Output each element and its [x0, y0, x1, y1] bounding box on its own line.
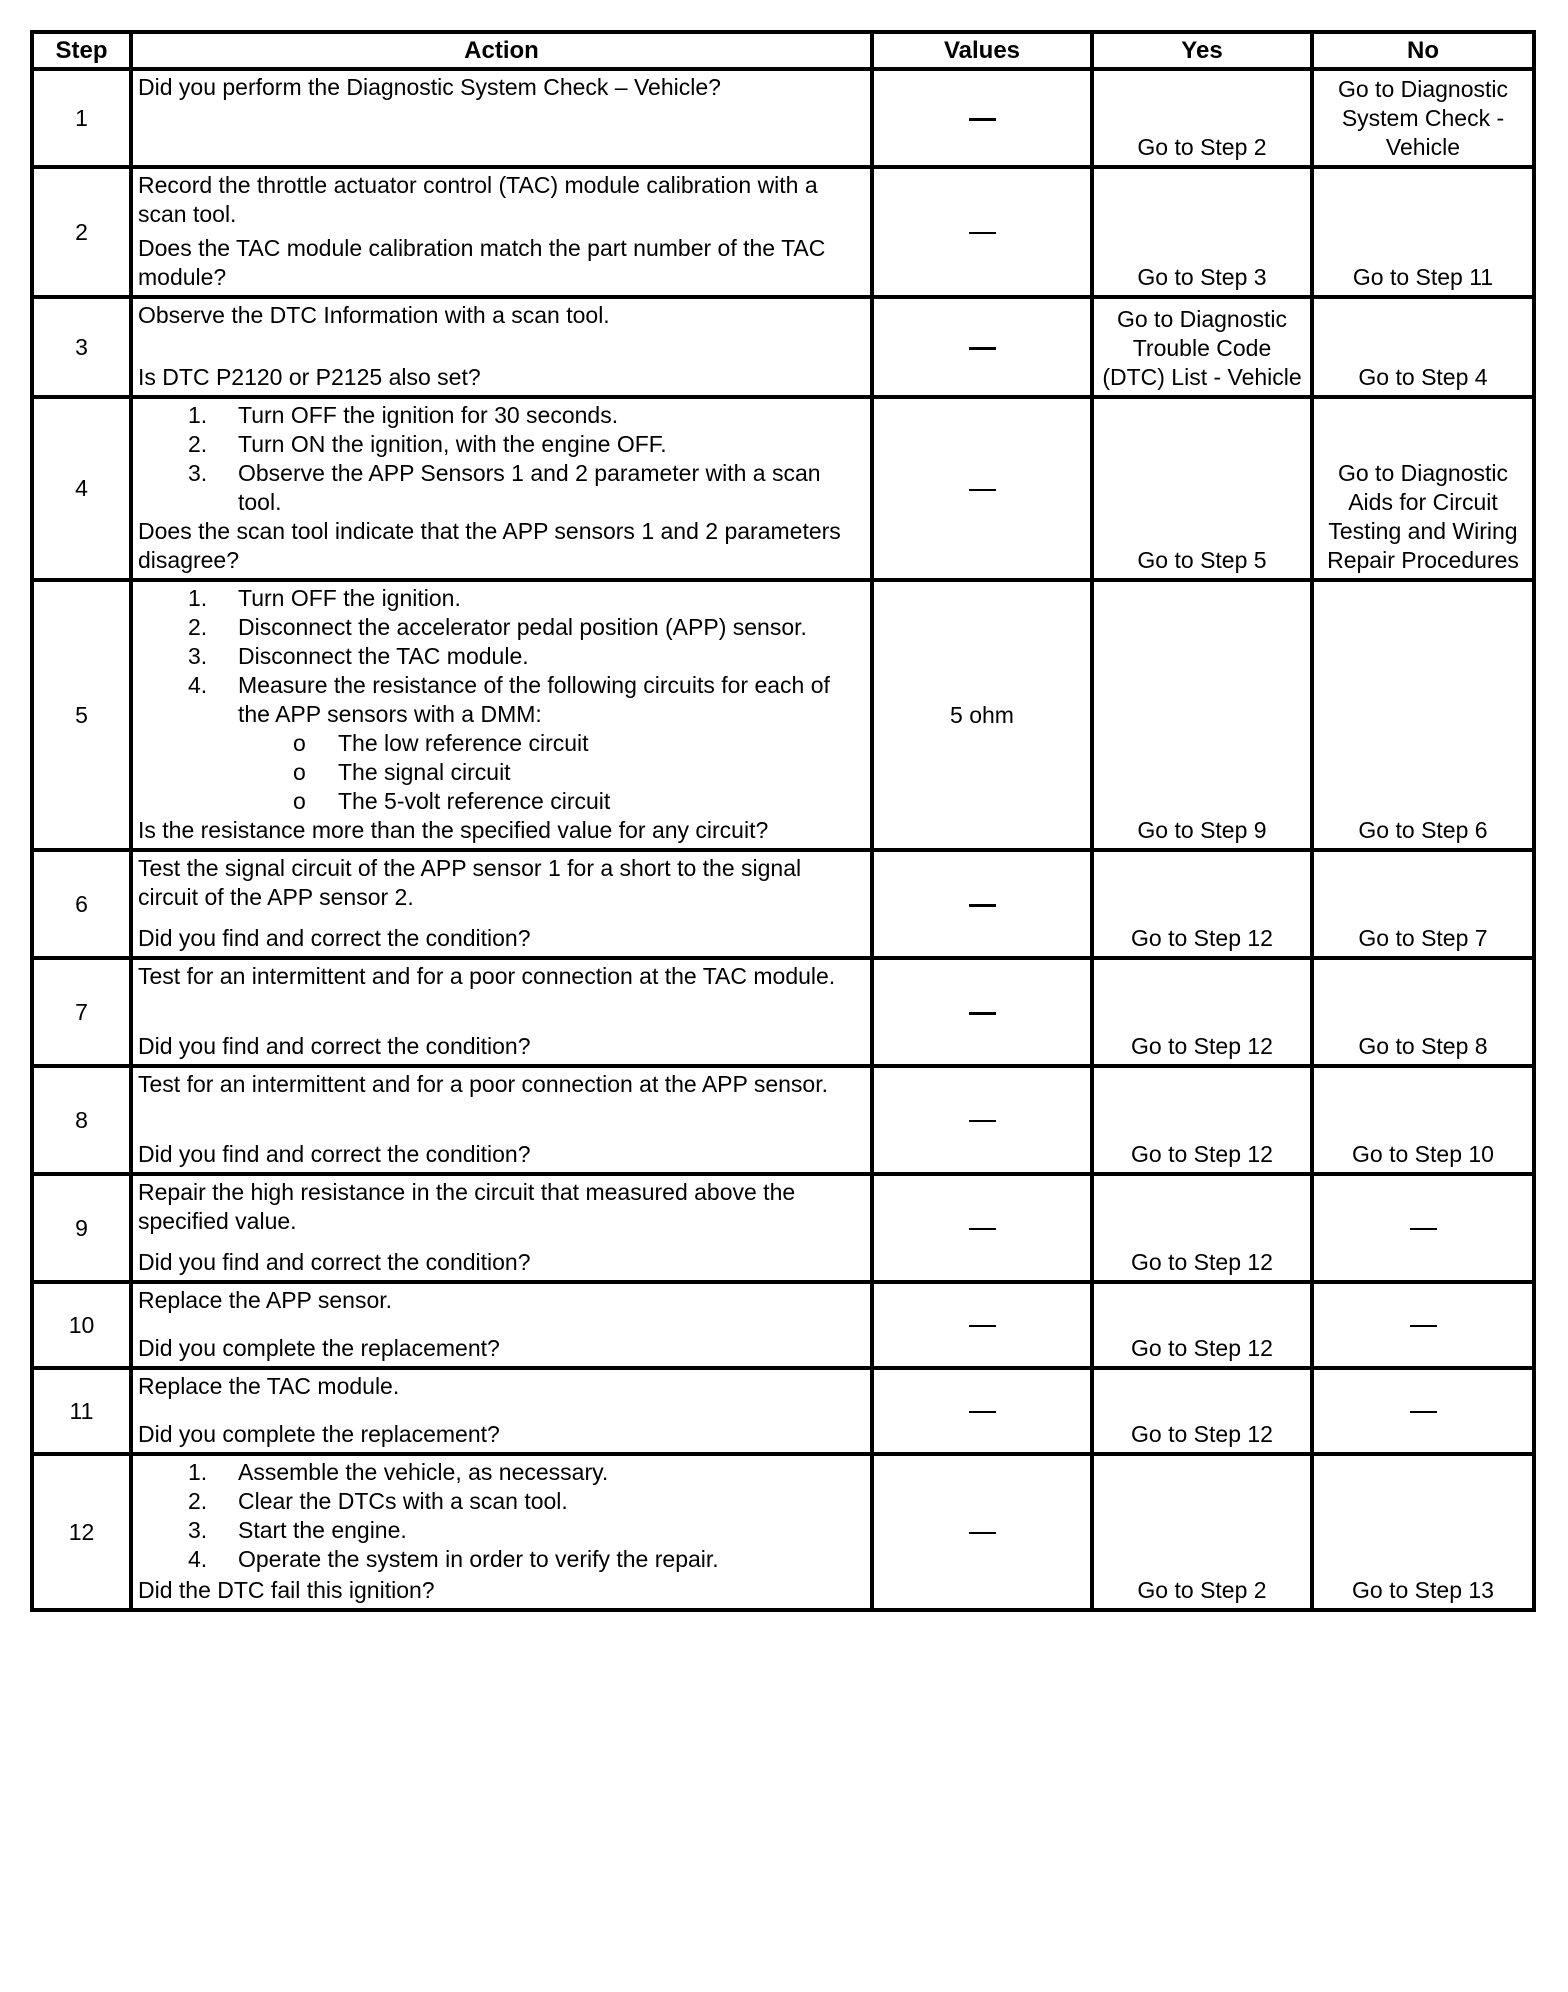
values-dash — [969, 1411, 996, 1413]
yes-cell — [1092, 1454, 1312, 1610]
action-instructions — [138, 1178, 864, 1236]
no-cell — [1312, 1066, 1534, 1174]
step-number: 4 — [32, 397, 131, 580]
procedure-number: 4. — [188, 672, 208, 698]
action-cell — [131, 1368, 872, 1454]
yes-cell — [1092, 397, 1312, 580]
no-cell — [1312, 1174, 1534, 1282]
action-question: Does the scan tool indicate that the APP sensors 1 and 2 parameters disagree? — [138, 518, 841, 573]
action-cell — [131, 1174, 872, 1282]
circuit-list — [238, 729, 864, 816]
no-cell — [1312, 69, 1534, 167]
action-text: Replace the APP sensor. — [138, 1287, 393, 1313]
step-number: 7 — [32, 958, 131, 1066]
values-cell — [872, 1368, 1092, 1454]
values-text: 5 ohm — [950, 701, 1014, 728]
values-dash — [969, 904, 996, 907]
action-text: Repair the high resistance in the circuit that measured above the specified value. — [138, 1179, 796, 1234]
table-row — [32, 850, 1534, 958]
no-text: Go to Step 7 — [1358, 925, 1488, 951]
values-dash — [969, 1532, 996, 1534]
step-number: 10 — [32, 1282, 131, 1368]
action-content — [138, 854, 864, 953]
action-cell — [131, 1282, 872, 1368]
action-question: Did you find and correct the condition? — [138, 925, 531, 951]
procedure-text: Start the engine. — [238, 1517, 407, 1543]
action-text: Replace the TAC module. — [138, 1373, 400, 1399]
action-question: Did you find and correct the condition? — [138, 1033, 531, 1059]
action-cell — [131, 297, 872, 397]
yes-text: Go to Step 12 — [1131, 1033, 1273, 1059]
yes-text: Go to Step 2 — [1137, 134, 1267, 160]
action-content — [138, 1070, 864, 1169]
action-question: Did you complete the replacement? — [138, 1421, 500, 1447]
table-row — [32, 397, 1534, 580]
action-instructions — [138, 854, 864, 912]
no-text: Go to Diagnostic Aids for Circuit Testing and Wiring Repair Procedures — [1327, 460, 1519, 573]
yes-cell — [1092, 1282, 1312, 1368]
procedure-list — [138, 401, 864, 517]
action-instructions — [138, 1372, 864, 1401]
yes-cell — [1092, 958, 1312, 1066]
procedure-list — [138, 584, 864, 816]
procedure-item — [138, 1516, 864, 1545]
action-instructions — [138, 171, 864, 229]
yes-cell — [1092, 1174, 1312, 1282]
circuit-text: The 5-volt reference circuit — [338, 788, 611, 814]
action-cell — [131, 69, 872, 167]
no-text: Go to Step 8 — [1358, 1033, 1488, 1059]
step-number: 3 — [32, 297, 131, 397]
table-row — [32, 1368, 1534, 1454]
procedure-number: 3. — [188, 460, 208, 486]
procedure-number: 2. — [188, 1488, 208, 1514]
values-dash — [969, 1120, 996, 1122]
no-cell — [1312, 1368, 1534, 1454]
action-question: Did you complete the replacement? — [138, 1335, 500, 1361]
values-cell — [872, 1066, 1092, 1174]
procedure-number: 2. — [188, 614, 208, 640]
procedure-number: 1. — [188, 585, 208, 611]
action-instructions — [138, 1070, 864, 1099]
no-cell — [1312, 1454, 1534, 1610]
table-row — [32, 1282, 1534, 1368]
no-cell — [1312, 167, 1534, 297]
circuit-item — [138, 758, 864, 787]
yes-text: Go to Step 12 — [1131, 1249, 1273, 1275]
no-text: Go to Step 11 — [1352, 264, 1494, 290]
action-instructions — [138, 1458, 864, 1574]
bullet-icon: o — [293, 759, 306, 785]
values-dash — [969, 489, 996, 491]
step-number: 12 — [32, 1454, 131, 1610]
yes-text: Go to Step 3 — [1137, 264, 1267, 290]
action-cell — [131, 1454, 872, 1610]
yes-cell — [1092, 167, 1312, 297]
procedure-item — [138, 1545, 864, 1574]
no-text: Go to Diagnostic System Check - Vehicle — [1337, 76, 1509, 160]
action-content — [138, 401, 864, 575]
no-cell — [1312, 850, 1534, 958]
procedure-item — [138, 613, 864, 642]
action-content — [138, 584, 864, 845]
action-question: Did you find and correct the condition? — [138, 1141, 531, 1167]
procedure-number: 3. — [188, 643, 208, 669]
header-row — [32, 32, 1534, 69]
yes-cell — [1092, 1066, 1312, 1174]
procedure-text: Measure the resistance of the following circuits for each of the APP sensors with a DMM: — [238, 672, 830, 727]
action-question: Did the DTC fail this ignition? — [138, 1577, 435, 1603]
values-cell — [872, 850, 1092, 958]
action-text: Test for an intermittent and for a poor connection at the TAC module. — [138, 963, 836, 989]
action-cell — [131, 580, 872, 850]
procedure-item — [138, 671, 864, 816]
table-row — [32, 69, 1534, 167]
procedure-item — [138, 459, 864, 517]
action-instructions — [138, 962, 864, 991]
values-cell — [872, 1282, 1092, 1368]
yes-cell — [1092, 69, 1312, 167]
action-question: Did you find and correct the condition? — [138, 1249, 531, 1275]
action-instructions — [138, 584, 864, 816]
action-cell — [131, 958, 872, 1066]
procedure-item — [138, 401, 864, 430]
values-cell — [872, 1454, 1092, 1610]
action-content — [138, 301, 864, 392]
step-number: 9 — [32, 1174, 131, 1282]
procedure-text: Turn OFF the ignition. — [238, 585, 461, 611]
procedure-number: 3. — [188, 1517, 208, 1543]
procedure-text: Disconnect the TAC module. — [238, 643, 529, 669]
no-dash — [1410, 1228, 1437, 1230]
step-number: 1 — [32, 69, 131, 167]
circuit-item — [138, 787, 864, 816]
action-instructions — [138, 1286, 864, 1315]
step-number: 8 — [32, 1066, 131, 1174]
procedure-item — [138, 1458, 864, 1487]
action-text: Did you perform the Diagnostic System Check – Vehicle? — [138, 74, 721, 100]
values-cell — [872, 1174, 1092, 1282]
no-text: Go to Step 4 — [1358, 364, 1488, 390]
bullet-icon: o — [293, 788, 306, 814]
action-cell — [131, 167, 872, 297]
values-dash — [969, 1228, 996, 1230]
values-cell — [872, 958, 1092, 1066]
yes-cell — [1092, 1368, 1312, 1454]
diagnostic-table — [30, 30, 1536, 1612]
header-action: Action — [131, 32, 872, 69]
procedure-number: 1. — [188, 1459, 208, 1485]
yes-text: Go to Step 5 — [1137, 547, 1267, 573]
procedure-text: Turn OFF the ignition for 30 seconds. — [238, 402, 619, 428]
yes-text: Go to Step 12 — [1131, 1335, 1273, 1361]
yes-cell — [1092, 297, 1312, 397]
action-text: Record the throttle actuator control (TAC) module calibration with a scan tool. — [138, 172, 818, 227]
values-dash — [969, 232, 996, 234]
circuit-text: The signal circuit — [338, 759, 511, 785]
action-text: Observe the DTC Information with a scan tool. — [138, 302, 610, 328]
yes-text: Go to Step 12 — [1131, 925, 1273, 951]
circuit-item — [138, 729, 864, 758]
yes-text: Go to Step 9 — [1137, 817, 1267, 843]
procedure-number: 4. — [188, 1546, 208, 1572]
action-text: Test the signal circuit of the APP sensor 1 for a short to the signal circuit of the APP sensor 2. — [138, 855, 802, 910]
values-cell — [872, 69, 1092, 167]
action-cell — [131, 850, 872, 958]
action-question: Does the TAC module calibration match the part number of the TAC module? — [138, 235, 826, 290]
values-dash — [969, 1325, 996, 1327]
no-dash — [1410, 1411, 1437, 1413]
action-content — [138, 1286, 864, 1363]
no-text: Go to Step 10 — [1352, 1141, 1494, 1167]
yes-text: Go to Step 2 — [1137, 1577, 1267, 1603]
step-number: 6 — [32, 850, 131, 958]
action-text: Test for an intermittent and for a poor connection at the APP sensor. — [138, 1071, 828, 1097]
diagnostic-table-sheet — [30, 30, 1532, 1612]
table-row — [32, 1454, 1534, 1610]
yes-cell — [1092, 580, 1312, 850]
values-cell — [872, 580, 1092, 850]
no-text: Go to Step 13 — [1352, 1577, 1494, 1603]
procedure-item — [138, 1487, 864, 1516]
no-text: Go to Step 6 — [1358, 817, 1488, 843]
action-question: Is DTC P2120 or P2125 also set? — [138, 364, 481, 390]
no-cell — [1312, 1282, 1534, 1368]
values-dash — [969, 347, 996, 350]
procedure-text: Clear the DTCs with a scan tool. — [238, 1488, 568, 1514]
action-content — [138, 1372, 864, 1449]
action-instructions — [138, 301, 864, 330]
values-dash — [969, 1012, 996, 1015]
action-instructions — [138, 73, 864, 102]
procedure-number: 1. — [188, 402, 208, 428]
procedure-item — [138, 642, 864, 671]
table-row — [32, 1174, 1534, 1282]
bullet-icon: o — [293, 730, 306, 756]
header-step: Step — [32, 32, 131, 69]
procedure-text: Assemble the vehicle, as necessary. — [238, 1459, 609, 1485]
step-number: 2 — [32, 167, 131, 297]
values-cell — [872, 167, 1092, 297]
no-cell — [1312, 297, 1534, 397]
circuit-text: The low reference circuit — [338, 730, 589, 756]
procedure-list — [138, 1458, 864, 1574]
table-row — [32, 167, 1534, 297]
action-instructions — [138, 401, 864, 517]
yes-text: Go to Step 12 — [1131, 1421, 1273, 1447]
table-row — [32, 1066, 1534, 1174]
header-yes: Yes — [1092, 32, 1312, 69]
procedure-text: Disconnect the accelerator pedal position (APP) sensor. — [238, 614, 807, 640]
procedure-text: Observe the APP Sensors 1 and 2 parameter with a scan tool. — [238, 460, 821, 515]
action-question: Is the resistance more than the specified value for any circuit? — [138, 817, 769, 843]
action-cell — [131, 1066, 872, 1174]
yes-text: Go to Diagnostic Trouble Code (DTC) List - Vehicle — [1102, 306, 1302, 390]
step-number: 11 — [32, 1368, 131, 1454]
no-cell — [1312, 958, 1534, 1066]
action-content — [138, 73, 864, 162]
table-row — [32, 580, 1534, 850]
action-content — [138, 1178, 864, 1277]
procedure-item — [138, 584, 864, 613]
procedure-item — [138, 430, 864, 459]
header-no: No — [1312, 32, 1534, 69]
values-cell — [872, 297, 1092, 397]
procedure-number: 2. — [188, 431, 208, 457]
table-row — [32, 297, 1534, 397]
no-cell — [1312, 580, 1534, 850]
action-cell — [131, 397, 872, 580]
yes-cell — [1092, 850, 1312, 958]
action-content — [138, 1458, 864, 1605]
procedure-text: Turn ON the ignition, with the engine OFF. — [238, 431, 667, 457]
yes-text: Go to Step 12 — [1131, 1141, 1273, 1167]
action-content — [138, 962, 864, 1061]
values-dash — [969, 118, 996, 121]
procedure-text: Operate the system in order to verify the repair. — [238, 1546, 719, 1572]
table-row — [32, 958, 1534, 1066]
step-number: 5 — [32, 580, 131, 850]
action-content — [138, 171, 864, 292]
no-cell — [1312, 397, 1534, 580]
no-dash — [1410, 1325, 1437, 1327]
values-cell — [872, 397, 1092, 580]
header-values: Values — [872, 32, 1092, 69]
